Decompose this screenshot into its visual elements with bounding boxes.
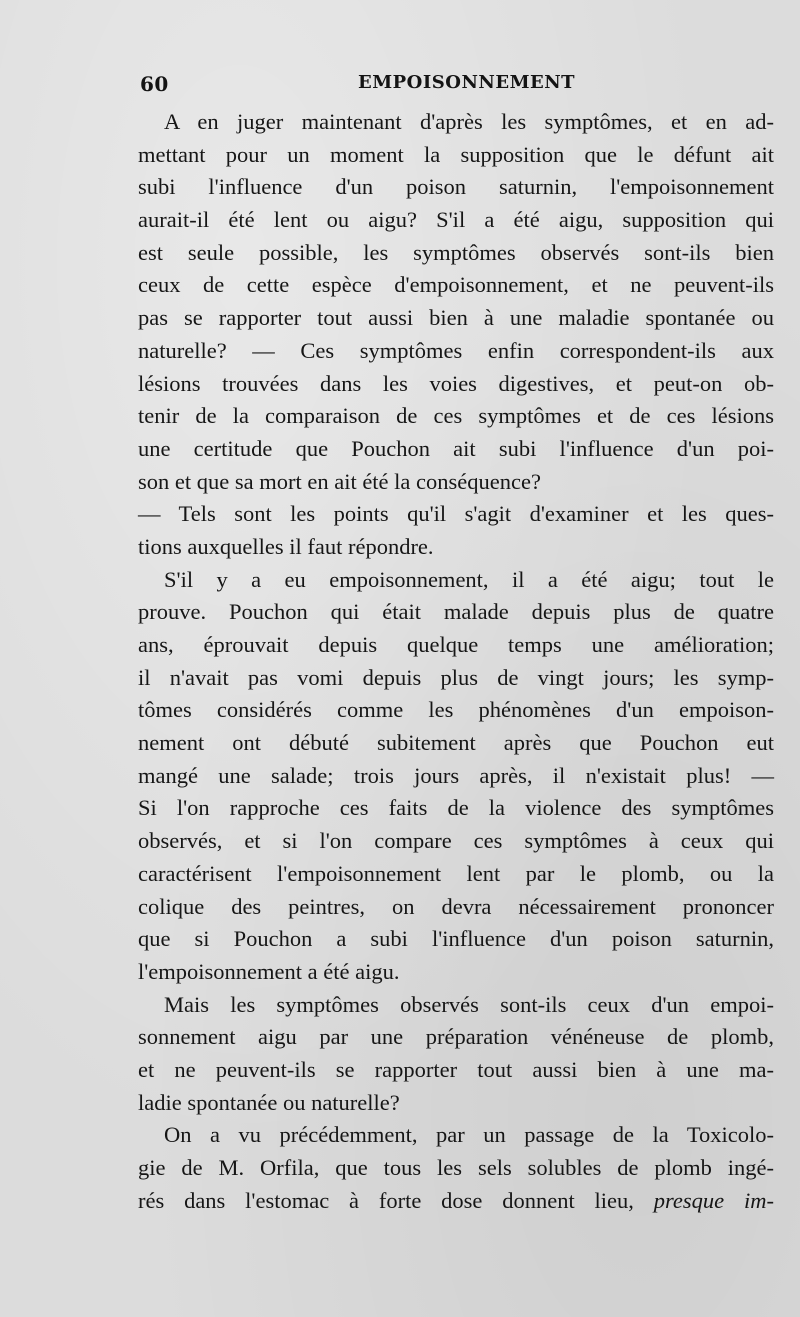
text-line: nement ont débuté subitement après que Pouchon eut bbox=[138, 730, 774, 756]
text-line: pas se rapporter tout aussi bien à une maladie spontanée ou bbox=[138, 305, 774, 331]
text-line: tômes considérés comme les phénomènes d'un empoison- bbox=[138, 697, 774, 723]
text-line: ladie spontanée ou naturelle? bbox=[138, 1089, 400, 1115]
text-line: lésions trouvées dans les voies digestives, et peut-on ob- bbox=[138, 370, 774, 396]
text-line: S'il y a eu empoisonnement, il a été aigu; tout le bbox=[164, 566, 774, 592]
text-line: tions auxquelles il faut répondre. bbox=[138, 533, 434, 559]
text-line: caractérisent l'empoisonnement lent par le plomb, ou la bbox=[138, 860, 774, 886]
text-line: mangé une salade; trois jours après, il n'existait plus! — bbox=[138, 762, 774, 788]
text-line: gie de M. Orfila, que tous les sels solubles de plomb ingé- bbox=[138, 1155, 774, 1180]
running-head: EMPOISONNEMENT bbox=[358, 72, 576, 93]
text-line: colique des peintres, on devra nécessairement prononcer bbox=[138, 893, 774, 919]
text-line: observés, et si l'on compare ces symptômes à ceux qui bbox=[138, 828, 774, 854]
text-line: Mais les symptômes observés sont-ils ceux d'un empoi- bbox=[164, 991, 774, 1017]
text-line: est seule possible, les symptômes observés sont-ils bien bbox=[138, 239, 774, 265]
text-line: ans, éprouvait depuis quelque temps une amélioration; bbox=[138, 632, 774, 657]
text-line: naturelle? — Ces symptômes enfin correspondent-ils aux bbox=[138, 337, 774, 363]
text-line: que si Pouchon a subi l'influence d'un poison saturnin, bbox=[138, 926, 774, 952]
text-line-final bbox=[138, 1185, 774, 1218]
text-line: Si l'on rapproche ces faits de la violence des symptômes bbox=[138, 795, 774, 821]
text-line: subi l'influence d'un poison saturnin, l'empoisonnement bbox=[138, 174, 774, 200]
text-line: prouve. Pouchon qui était malade depuis plus de quatre bbox=[138, 599, 774, 625]
text-line: il n'avait pas vomi depuis plus de vingt jours; les symp- bbox=[138, 664, 774, 690]
text-line: — Tels sont les points qu'il s'agit d'examiner et les ques- bbox=[138, 501, 774, 527]
text-line: ceux de cette espèce d'empoisonnement, et ne peuvent-ils bbox=[138, 272, 774, 298]
final-line-text: rés dans l'estomac à forte dose donnent lieu, bbox=[138, 1187, 634, 1213]
text-line: sonnement aigu par une préparation vénéneuse de plomb, bbox=[138, 1024, 774, 1050]
text-line: une certitude que Pouchon ait subi l'influence d'un poi- bbox=[138, 435, 774, 461]
page-header bbox=[140, 68, 770, 100]
text-line: aurait-il été lent ou aigu? S'il a été aigu, supposition qui bbox=[138, 207, 774, 233]
final-line-italic: presque im- bbox=[653, 1187, 774, 1213]
text-line: l'empoisonnement a été aigu. bbox=[138, 958, 400, 984]
text-line: son et que sa mort en ait été la conséquence? bbox=[138, 468, 541, 494]
text-line: A en juger maintenant d'après les symptômes, et en ad- bbox=[164, 109, 774, 134]
text-line: et ne peuvent-ils se rapporter tout aussi bien à une ma- bbox=[138, 1056, 774, 1082]
text-line: mettant pour un moment la supposition que le défunt ait bbox=[138, 141, 774, 167]
text-line: On a vu précédemment, par un passage de la Toxicolo- bbox=[164, 1122, 774, 1148]
page-number: 60 bbox=[140, 72, 169, 96]
text-line: tenir de la comparaison de ces symptômes et de ces lésions bbox=[138, 403, 774, 429]
body-text bbox=[138, 106, 774, 1217]
